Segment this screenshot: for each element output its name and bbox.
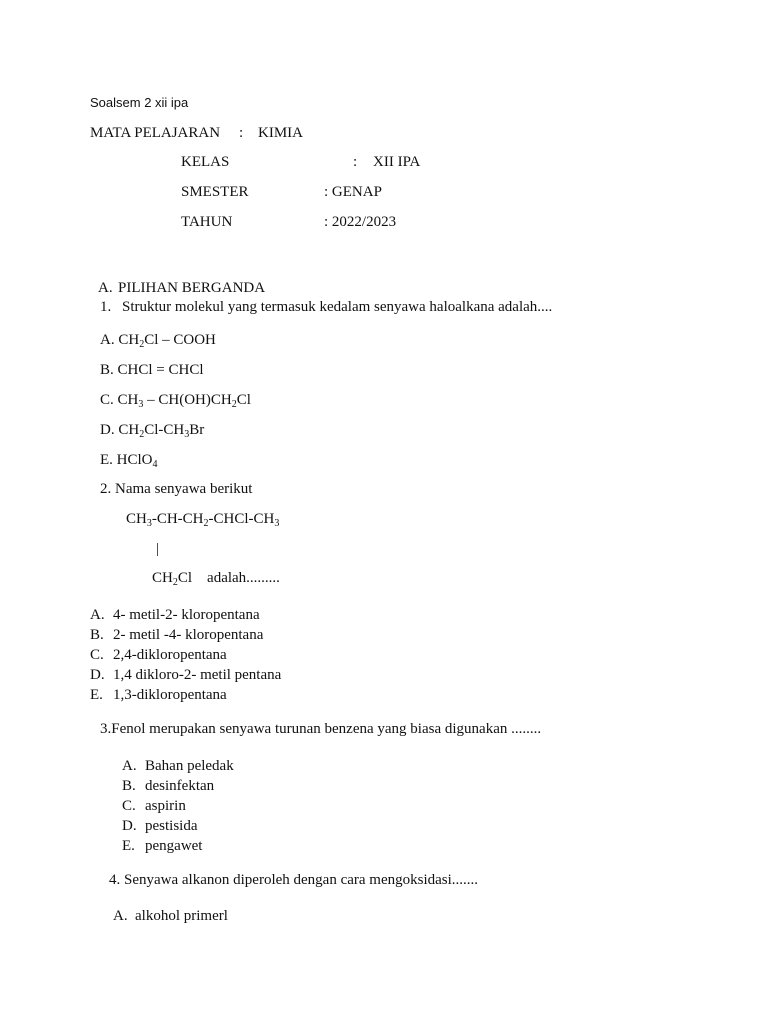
q1-option-e: E. HClO$_4$ (100, 452, 158, 470)
q1-option-b: B. CHCl = CHCl (100, 362, 204, 378)
section-title: PILIHAN BERGANDA (118, 280, 266, 296)
semester-label: SMESTER (181, 184, 249, 200)
question-1-text: Struktur molekul yang termasuk kedalam senyawa haloalkana adalah.... (122, 299, 553, 315)
q2-option-b: B. 2- metil -4- kloropentana (90, 627, 264, 643)
question-3-text: 3.Fenol merupakan senyawa turunan benzena yang biasa digunakan ........ (100, 721, 542, 737)
q3-option-a: A. Bahan peledak (122, 758, 234, 774)
section-heading (98, 279, 265, 297)
q4-option-a: A. alkohol primerl (113, 908, 228, 924)
q2-structural-formula: $CH_3-CH-CH_2-CHCl-CH_3$ (126, 511, 280, 529)
q1-option-d: D. $CH_2Cl-CH_3Br$ (100, 422, 205, 440)
q3-option-e: E. pengawet (122, 838, 203, 854)
q2-suffix: adalah......... (207, 570, 280, 586)
semester-value: : GENAP (324, 184, 382, 200)
question-4-text: 4. Senyawa alkanon diperoleh dengan cara mengoksidasi....... (109, 872, 479, 888)
q2-option-d: D. 1,4 dikloro-2- metil pentana (90, 667, 282, 683)
q2-option-a: A. 4- metil-2- kloropentana (90, 607, 260, 623)
q1-option-a: A. $CH_2Cl$ – COOH (100, 332, 216, 350)
question-2-text: 2. Nama senyawa berikut (100, 481, 253, 497)
class-label: KELAS (181, 154, 230, 170)
year-value: : 2022/2023 (324, 214, 397, 230)
subject-label: MATA PELAJARAN (90, 125, 221, 141)
class-value: XII IPA (373, 154, 421, 170)
q2-bond-line: | (156, 541, 160, 557)
q3-option-d: D. pestisida (122, 818, 198, 834)
q3-option-c: C. aspirin (122, 798, 186, 814)
q1-option-c: C. $CH_3 - CH(OH)CH_2Cl$ (100, 392, 251, 410)
subject-value: KIMIA (258, 125, 303, 141)
question-1-number: 1. (100, 299, 112, 315)
class-separator: : (353, 154, 358, 170)
subject-separator: : (239, 125, 244, 141)
q2-option-c: C. 2,4-dikloropentana (90, 647, 227, 663)
section-letter: A. (98, 280, 113, 296)
year-label: TAHUN (181, 214, 233, 230)
q2-branch: $CH_2Cl$ adalah......... (152, 570, 280, 588)
q2-option-e: E. 1,3-dikloropentana (90, 687, 227, 703)
document-title: Soalsem 2 xii ipa (90, 95, 189, 110)
question-1 (100, 298, 552, 316)
q3-option-b: B. desinfektan (122, 778, 215, 794)
